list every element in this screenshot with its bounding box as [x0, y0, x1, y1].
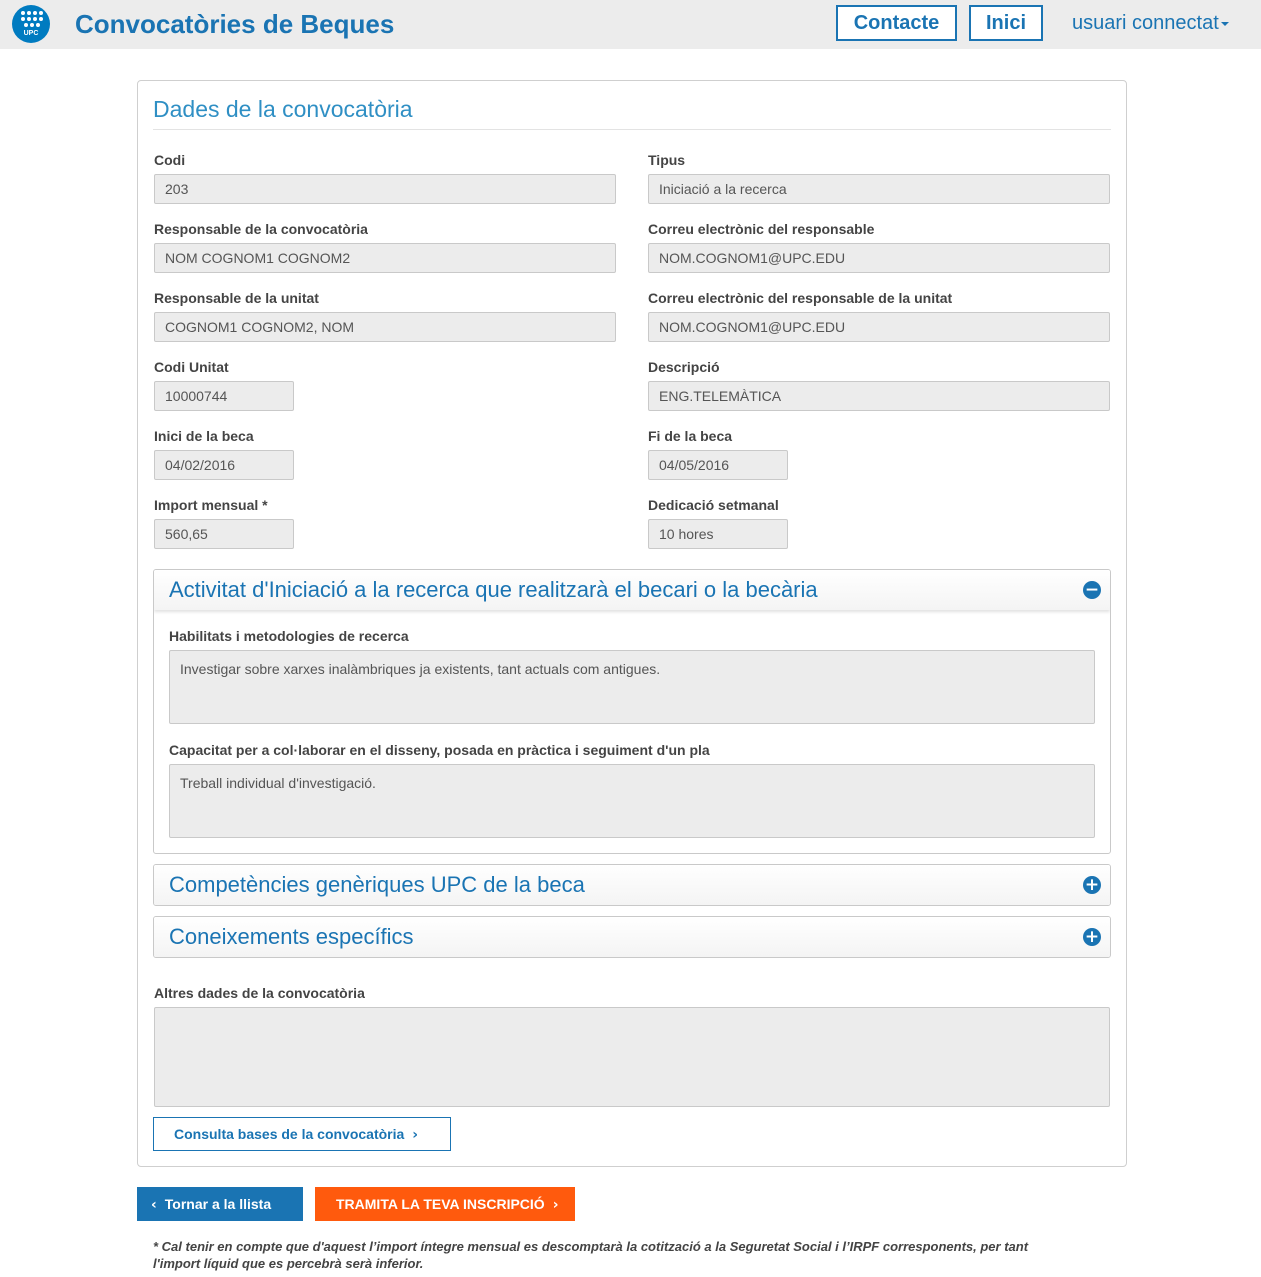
- fi-field[interactable]: 04/05/2016: [648, 450, 788, 480]
- accordion-competencies-header[interactable]: [154, 865, 1110, 905]
- accordion-coneixements: [153, 916, 1111, 958]
- logo-text: UPC: [23, 30, 39, 37]
- accordion-activitat-header[interactable]: [154, 570, 1110, 610]
- chevron-right-icon: ›: [552, 1197, 559, 1213]
- tipus-label: Tipus: [648, 152, 686, 168]
- home-button[interactable]: Inici: [969, 5, 1043, 41]
- capacitat-textarea[interactable]: Treball individual d'investigació.: [169, 764, 1095, 838]
- correu-responsable-field[interactable]: NOM.COGNOM1@UPC.EDU: [648, 243, 1110, 273]
- accordion-coneixements-header[interactable]: [154, 917, 1110, 957]
- plus-circle-icon[interactable]: +: [1084, 927, 1100, 947]
- habilitats-textarea[interactable]: Investigar sobre xarxes inalàmbriques ja existents, tant actuals com antigues.: [169, 650, 1095, 724]
- inici-label: Inici de la beca: [154, 428, 254, 444]
- altres-label: Altres dades de la convocatòria: [154, 985, 365, 1001]
- fi-label: Fi de la beca: [648, 428, 733, 444]
- minus-circle-icon[interactable]: −: [1084, 580, 1100, 600]
- descripcio-field[interactable]: ENG.TELEMÀTICA: [648, 381, 1110, 411]
- plus-circle-icon[interactable]: +: [1084, 875, 1100, 895]
- capacitat-label: Capacitat per a col·laborar en el disseny, posada en pràctica i seguiment d'un pla: [169, 742, 710, 758]
- habilitats-label: Habilitats i metodologies de recerca: [169, 628, 409, 644]
- import-field[interactable]: 560,65: [154, 519, 294, 549]
- logo-dots-icon: [21, 11, 41, 27]
- top-bar: [0, 0, 1261, 49]
- app-title[interactable]: Convocatòries de Beques: [75, 9, 395, 39]
- correu-unitat-label: Correu electrònic del responsable de la unitat: [648, 290, 953, 306]
- user-menu-label: usuari connectat: [1072, 12, 1219, 34]
- dedicacio-field[interactable]: 10 hores: [648, 519, 788, 549]
- correu-responsable-label: Correu electrònic del responsable: [648, 221, 875, 237]
- accordion-competencies-title: Competències genèriques UPC de la beca: [169, 872, 585, 897]
- chevron-left-icon: ‹: [151, 1197, 157, 1213]
- submit-application-button[interactable]: [315, 1187, 575, 1221]
- accordion-coneixements-title: Coneixements específics: [169, 924, 414, 949]
- descripcio-label: Descripció: [648, 359, 720, 375]
- panel-title: Dades de la convocatòria: [153, 96, 413, 122]
- submit-application-label: TRAMITA LA TEVA INSCRIPCIÓ: [336, 1196, 545, 1212]
- responsable-unitat-label: Responsable de la unitat: [154, 290, 319, 306]
- inici-field[interactable]: 04/02/2016: [154, 450, 294, 480]
- caret-down-icon: [1221, 22, 1229, 26]
- consult-bases-button[interactable]: [153, 1117, 451, 1151]
- codi-label: Codi: [154, 152, 186, 168]
- import-label: Import mensual *: [154, 497, 268, 513]
- responsable-label: Responsable de la convocatòria: [154, 221, 368, 237]
- accordion-activitat-title: Activitat d'Iniciació a la recerca que realitzarà el becari o la becària: [169, 577, 818, 602]
- accordion-activitat: [153, 569, 1111, 854]
- altres-textarea[interactable]: [154, 1007, 1110, 1107]
- accordion-competencies: [153, 864, 1111, 906]
- codi-field[interactable]: 203: [154, 174, 616, 204]
- back-to-list-label: Tornar a la llista: [164, 1196, 272, 1212]
- footnote: * Cal tenir en compte que d'aquest l’import íntegre mensual es descomptarà la cotització a la Seguretat Social i l’IRPF corresponents, per tant l'import líquid que es percebrà serà inferior.: [153, 1239, 1029, 1271]
- codi-unitat-field[interactable]: 10000744: [154, 381, 294, 411]
- contact-button[interactable]: Contacte: [836, 5, 957, 41]
- tipus-field[interactable]: Iniciació a la recerca: [648, 174, 1110, 204]
- call-details-panel: [137, 80, 1127, 1167]
- consult-bases-label: Consulta bases de la convocatòria: [174, 1126, 405, 1142]
- chevron-right-icon: ›: [412, 1127, 419, 1143]
- upc-logo[interactable]: [12, 5, 50, 43]
- codi-unitat-label: Codi Unitat: [154, 359, 229, 375]
- user-menu[interactable]: [1072, 10, 1229, 36]
- correu-unitat-field[interactable]: NOM.COGNOM1@UPC.EDU: [648, 312, 1110, 342]
- responsable-field[interactable]: NOM COGNOM1 COGNOM2: [154, 243, 616, 273]
- dedicacio-label: Dedicació setmanal: [648, 497, 779, 513]
- divider: [153, 129, 1111, 130]
- responsable-unitat-field[interactable]: COGNOM1 COGNOM2, NOM: [154, 312, 616, 342]
- back-to-list-button[interactable]: [137, 1187, 303, 1221]
